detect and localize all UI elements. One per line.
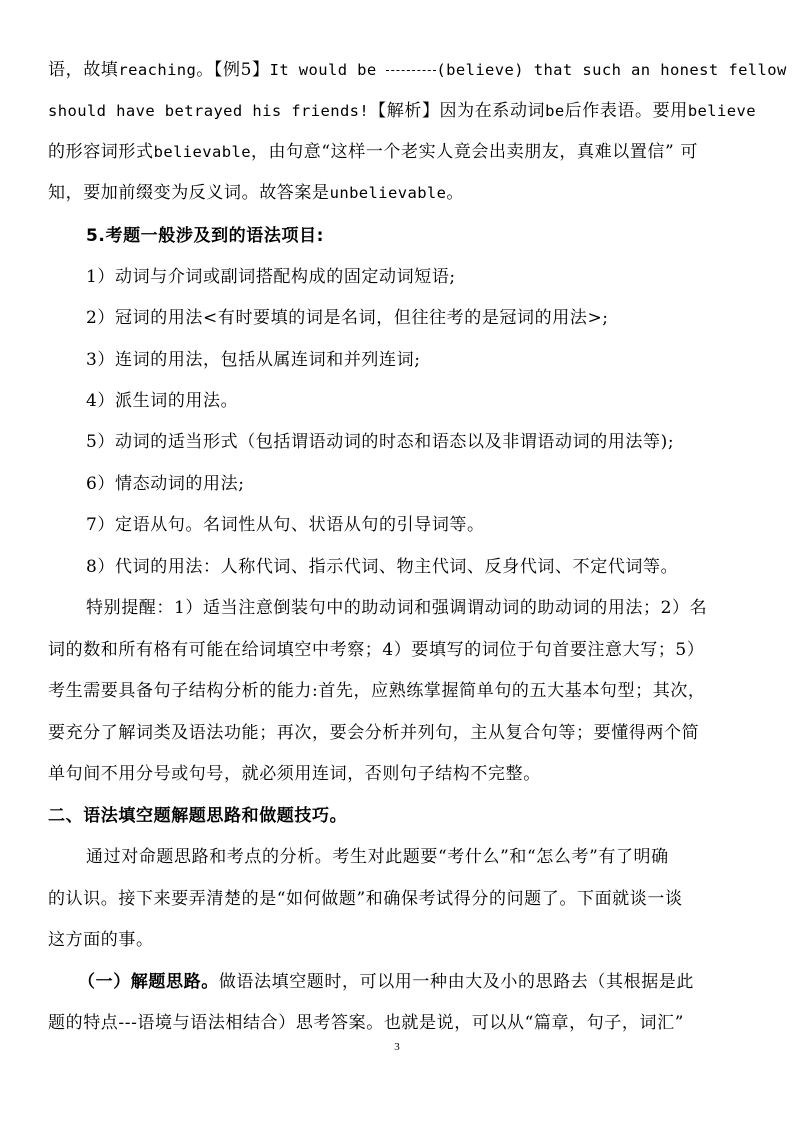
keyword: be <box>545 102 565 120</box>
list-item: 8）代词的用法：人称代词、指示代词、物主代词、反身代词、不定代词等。 <box>86 557 679 577</box>
analysis-label: 【解析】因为在系动词 <box>369 101 546 121</box>
list-item: 5）动词的适当形式（包括谓语动词的时态和语态以及非谓语动词的用法等); <box>86 432 675 452</box>
text-span: 后作表语。要用 <box>564 101 688 121</box>
example-sentence: It would be <box>269 61 387 79</box>
text-line <box>48 99 756 123</box>
subsection-text: 做语法填空题时，可以用一种由大及小的思路去（其根据是此 <box>218 972 695 992</box>
text-span: 知，要加前缀变为反义词。故答案是 <box>48 183 330 203</box>
answer-word: unbelievable <box>329 184 447 202</box>
list-item: 6）情态动词的用法; <box>86 474 245 494</box>
list-item: 1）动词与介词或副词搭配构成的固定动词短语; <box>86 267 456 287</box>
list-item: 4）派生词的用法。 <box>86 391 239 411</box>
reminder-line: 考生需要具备句子结构分析的能力:首先，应熟练掌握简单句的五大基本句型；其次， <box>48 681 706 701</box>
text-line <box>48 140 698 164</box>
page-number: 3 <box>394 1041 400 1053</box>
text-span: ，由句意“这样一个老实人竟会出卖朋友，真难以置信” 可 <box>250 142 698 162</box>
answer-word: reaching <box>118 61 197 79</box>
list-item: 3）连词的用法，包括从属连词和并列连词; <box>86 350 421 370</box>
text-span: 的形容词形式 <box>48 142 154 162</box>
fill-blank <box>386 70 436 71</box>
reminder-line: 词的数和所有格有可能在给词填空中考察；4）要填写的词位于句首要注意大写；5） <box>48 640 705 660</box>
example-label: 。【例5】 <box>196 60 270 80</box>
keyword: believe <box>687 102 756 120</box>
subsection-line <box>78 970 694 994</box>
text-span: 语，故填 <box>48 60 119 80</box>
paragraph-line: 的认识。接下来要弄清楚的是“如何做题”和确保考试得分的问题了。下面就谈一谈 <box>48 889 683 909</box>
list-item: 7）定语从句。名词性从句、状语从句的引导词等。 <box>86 515 485 535</box>
paragraph-line: 通过对命题思路和考点的分析。考生对此题要“考什么”和“怎么考”有了明确 <box>86 847 669 867</box>
keyword: believable <box>153 143 251 161</box>
section-heading: 5.考题一般涉及到的语法项目: <box>86 226 325 246</box>
subsection-heading: （一）解题思路。 <box>78 972 219 992</box>
section-heading: 二、语法填空题解题思路和做题技巧。 <box>48 806 348 826</box>
subsection-line: 题的特点---语境与语法相结合）思考答案。也就是说，可以从“篇章，句子，词汇” <box>48 1013 685 1033</box>
example-sentence-end: should have betrayed his friends! <box>48 102 370 120</box>
reminder-line: 单句间不用分号或句号，就必须用连词，否则句子结构不完整。 <box>48 764 541 784</box>
list-item: 2）冠词的用法<有时要填的词是名词，但往往考的是冠词的用法>; <box>86 308 609 328</box>
text-span: 。 <box>446 183 465 203</box>
text-line <box>48 58 787 82</box>
text-line <box>48 181 464 205</box>
example-sentence-cont: (believe) that such an honest fellow <box>436 61 787 79</box>
reminder-line: 特别提醒：1）适当注意倒装句中的助动词和强调谓动词的助动词的用法；2）名 <box>86 598 708 618</box>
reminder-line: 要充分了解词类及语法功能；再次，要会分析并列句，主从复合句等；要懂得两个简 <box>48 723 700 743</box>
paragraph-line: 这方面的事。 <box>48 930 154 950</box>
